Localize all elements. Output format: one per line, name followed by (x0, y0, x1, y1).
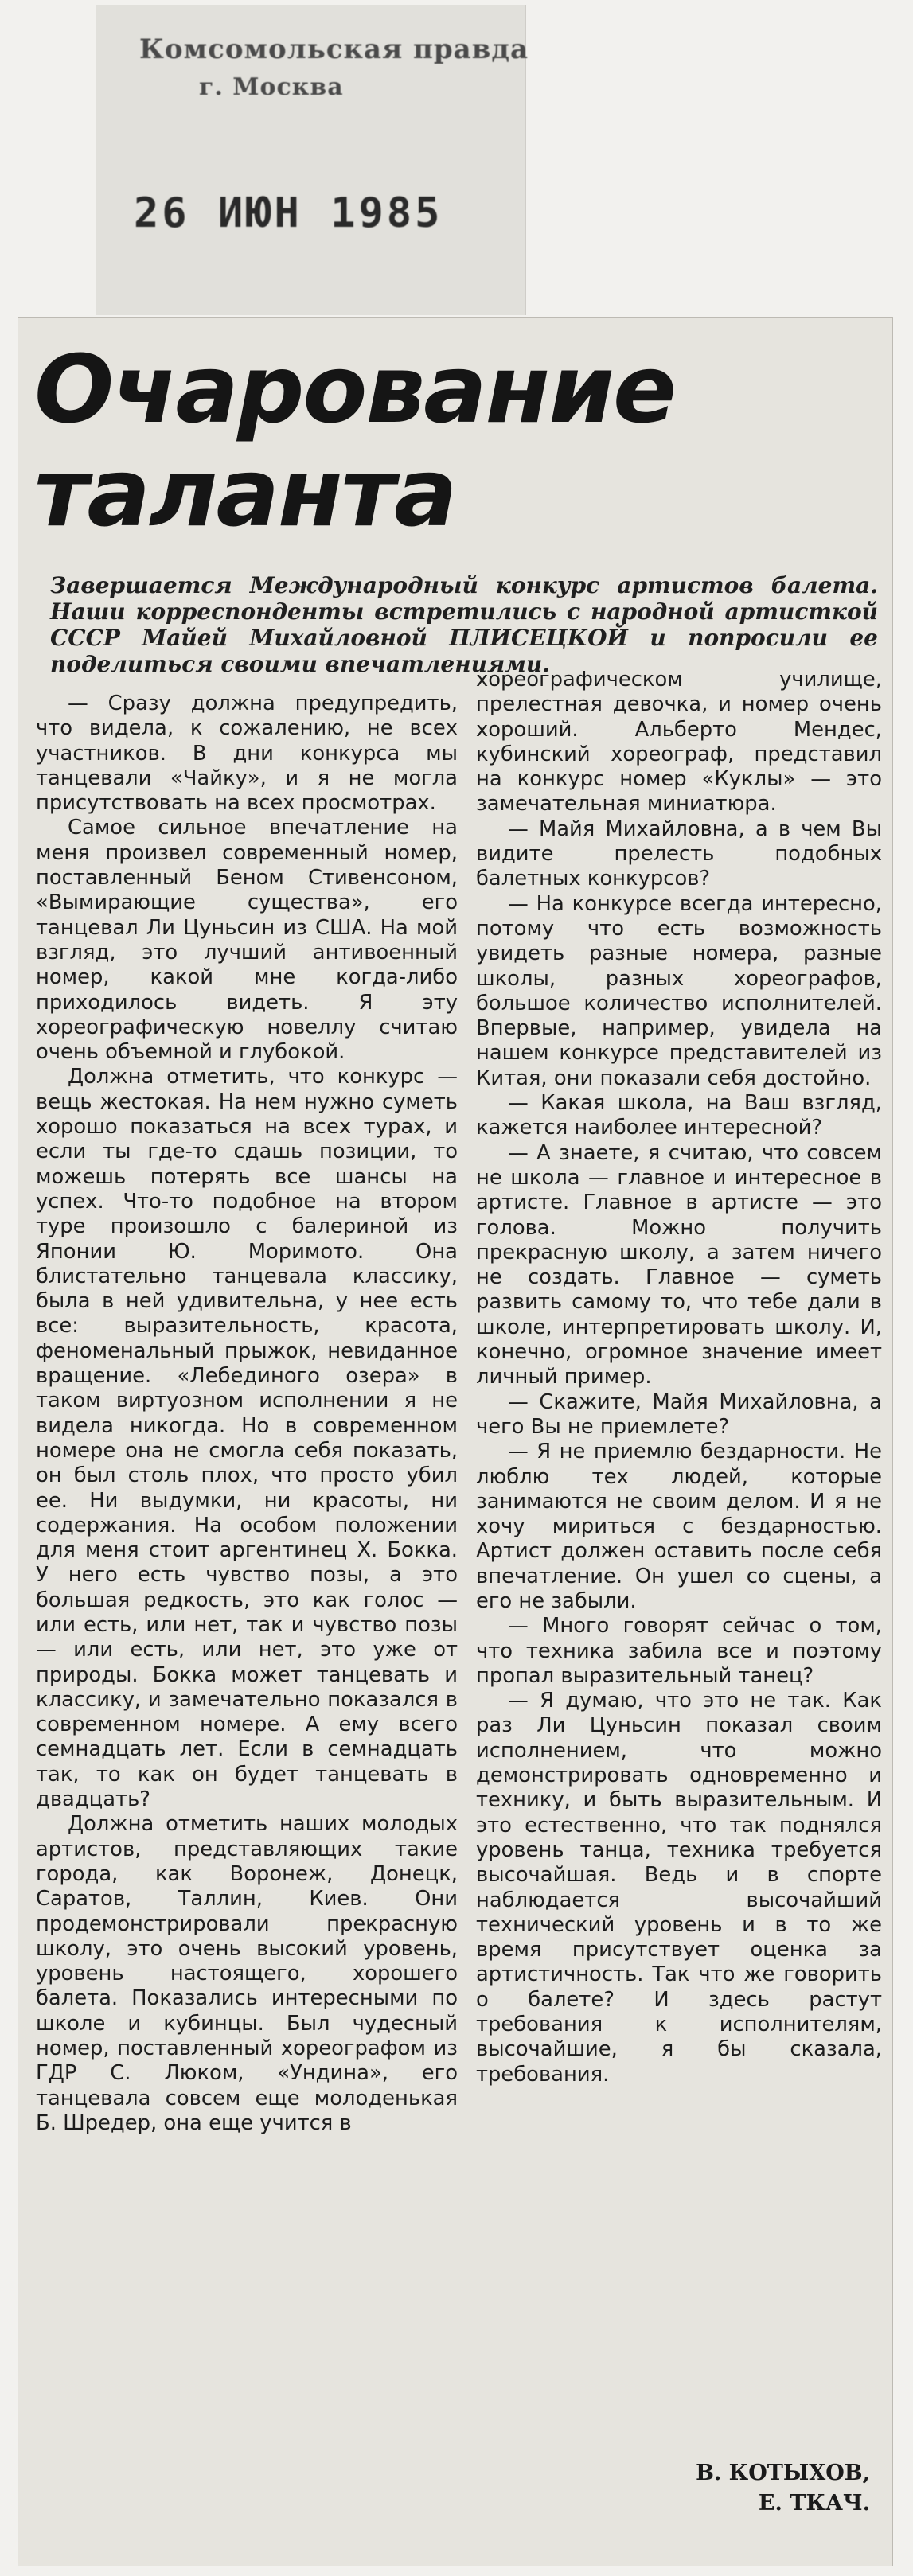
answer: — Я не приемлю бездарности. Не люблю тех людей, которые занимаются не своим делом. И я не хочу мириться с бездарностью. Артист должен оставить после себя впечатление. Он ушел со сцены, а его не забыли. (476, 1440, 882, 1613)
stamp-city: г. Москва (199, 73, 344, 101)
question: — Скажите, Майя Михайловна, а чего Вы не приемлете? (476, 1389, 882, 1439)
headline: Очарование таланта (34, 334, 676, 548)
answer: — А знаете, я считаю, что совсем не школа — главное и интересное в артисте. Главное в артисте — это голова. Можно получить прекрасную школу, а затем ничего не создать. Главное — суметь развить самому то, что тебе дали в школе, интерпретировать школу. И, конечно, огромное значение имеет личный пример. (476, 1140, 882, 1389)
question: — Майя Михайловна, а в чем Вы видите прелесть подобных балетных конкурсов? (476, 816, 882, 891)
paragraph: Должна отметить наших молодых артистов, представляющих такие города, как Воронеж, Донецк, Саратов, Таллин, Киев. Они продемонстрировали прекрасную школу, это очень высокий уровень, уровень настоящего, хорошего балета. Показались интересными по школе и кубинцы. Был чудесный номер, поставленный хореографом из ГДР С. Люком, «Ундина», его танцевала совсем еще молоденькая Б. Шредер, она еще учится в (36, 1812, 458, 2135)
lead-paragraph: Завершается Международный конкурс артистов балета. Наши корреспонденты встретились с народной артисткой СССР Майей Михайловной ПЛИСЕЦКОЙ и попросили ее поделиться своими впечатлениями. (50, 572, 878, 677)
paragraph: — Сразу должна предупредить, что видела, к сожалению, не всех участников. В дни конкурса мы танцевали «Чайку», и я не могла присутствовать на всех просмотрах. (36, 692, 458, 816)
newspaper-clipping (18, 317, 893, 2566)
paragraph: Самое сильное впечатление на меня произвел современный номер, поставленный Беном Стивенсоном, «Вымирающие существа», его танцевал Ли Цуньсин из США. На мой взгляд, это лучший антивоенный номер, какой мне когда-либо приходилось видеть. Я эту хореографическую новеллу считаю очень объемной и глубокой. (36, 816, 458, 1065)
paragraph: Должна отметить, что конкурс — вещь жестокая. На нем нужно суметь хорошо показаться на всех турах, и если ты где-то сдашь позиции, то можешь потерять все шансы на успех. Что-то подобное на втором туре произошло с балериной из Японии Ю. Моримото. Она блистательно танцевала классику, была в ней удивительна, у нее есть все: выразительность, красота, феноменальный прыжок, невиданное вращение. «Лебединого озера» в таком виртуозном исполнении я не видела никогда. Но в современном номере она не смогла себя показать, он был столь плох, что просто убил ее. Ни выдумки, ни красоты, ни содержания. На особом положении для меня стоит аргентинец Х. Бокка. У него есть чувство позы, а это большая редкость, это как голос — или есть, или нет, так и чувство позы — или есть, или нет, это уже от природы. Бокка может танцевать и классику, и замечательно показался в современном номере. А ему всего семнадцать лет. Если в семнадцать так, то как он будет танцевать в двадцать? (36, 1065, 458, 1812)
author-name: В. КОТЫХОВ, (696, 2461, 870, 2485)
question: — Много говорят сейчас о том, что техника забила все и поэтому пропал выразительный танец? (476, 1614, 882, 1688)
paragraph: хореографическом училище, прелестная девочка, и номер очень хороший. Альберто Мендес, кубинский хореограф, представил на конкурс номер «Куклы» — это замечательная миниатюра. (476, 668, 882, 816)
answer: — На конкурсе всегда интересно, потому что есть возможность увидеть разные номера, разные школы, разных хореографов, большое количество исполнителей. Впервые, например, увидела на нашем конкурсе представителей из Китая, они показали себя достойно. (476, 891, 882, 1090)
question: — Какая школа, на Ваш взгляд, кажется наиболее интересной? (476, 1091, 882, 1140)
bleed-through-text (749, 333, 868, 421)
right-column (476, 668, 882, 2087)
signature (696, 2458, 870, 2519)
date-stamp: 26 ИЮН 1985 (134, 189, 443, 237)
answer: — Я думаю, что это не так. Как раз Ли Цуньсин показал своим исполнением, что можно демонстрировать одновременно и технику, и быть выразительным. И это естественно, что так поднялся уровень танца, техника требуется высочайшая. Ведь и в спорте наблюдается высочайший технический уровень и в то же время присутствует оценка за артистичность. Так что же говорить о балете? И здесь растут требования к исполнителям, высочайшие, я бы сказала, требования. (476, 1689, 882, 2087)
left-column (36, 692, 458, 2136)
author-name: Е. ТКАЧ. (758, 2491, 870, 2516)
stamp-newspaper: Комсомольская правда (139, 33, 529, 65)
